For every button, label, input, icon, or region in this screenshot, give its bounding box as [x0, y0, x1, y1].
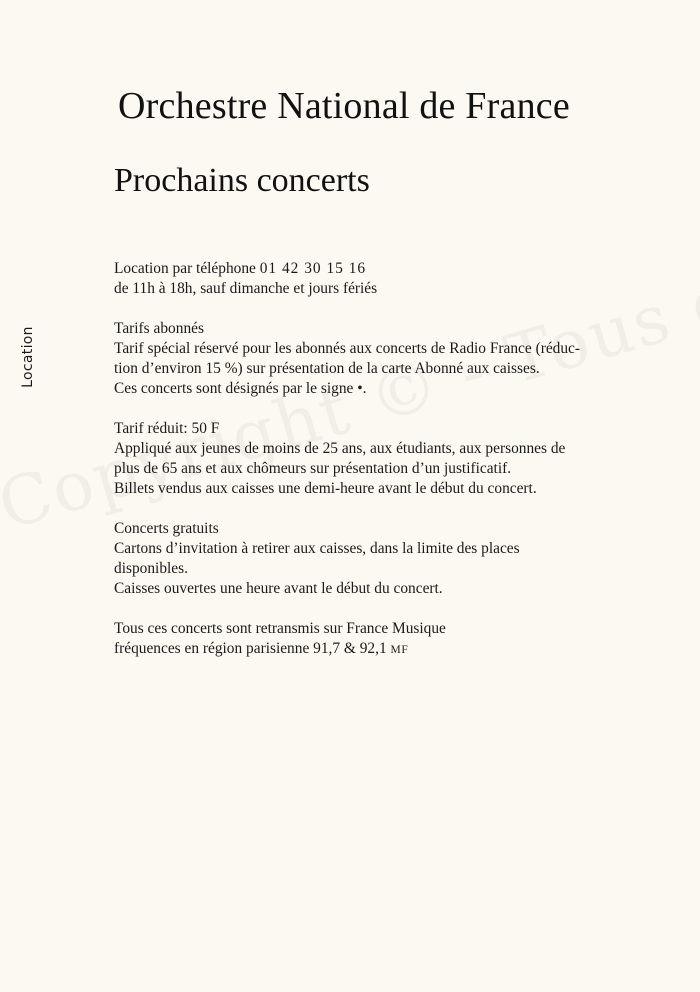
frequency-unit: MF: [390, 644, 409, 656]
tarif-reduit-line-1: Appliqué aux jeunes de moins de 25 ans, aux étudiants, aux personnes de: [114, 440, 566, 457]
concerts-gratuits-heading: Concerts gratuits: [114, 520, 219, 537]
concerts-gratuits-line-3: Caisses ouvertes une heure avant le début du concert.: [114, 580, 443, 597]
section-location: [114, 259, 674, 299]
location-heading: Location par téléphone: [114, 260, 256, 277]
tarifs-abonnes-line-1: Tarif spécial réservé pour les abonnés aux concerts de Radio France (réduc-: [114, 340, 580, 357]
location-phone: 01 42 30 15 16: [259, 260, 367, 277]
section-tarifs-abonnes: [114, 319, 674, 399]
section-concerts-gratuits: [114, 519, 674, 599]
page-title: Orchestre National de France: [118, 85, 570, 127]
retransmission-frequencies-line: [114, 639, 674, 660]
tarifs-abonnes-heading: Tarifs abonnés: [114, 320, 204, 337]
side-label-location: Location: [20, 326, 36, 388]
page-subtitle: Prochains concerts: [114, 162, 370, 199]
retransmission-frequencies: fréquences en région parisienne 91,7 & 92,1: [114, 640, 387, 657]
tarif-reduit-line-3: Billets vendus aux caisses une demi-heure avant le début du concert.: [114, 480, 537, 497]
tarif-reduit-heading: Tarif réduit: 50 F: [114, 420, 220, 437]
info-content: [114, 259, 674, 680]
section-tarif-reduit: [114, 419, 674, 499]
concerts-gratuits-line-1: Cartons d’invitation à retirer aux caisses, dans la limite des places: [114, 540, 520, 557]
tarifs-abonnes-line-3: Ces concerts sont désignés par le signe •.: [114, 380, 367, 397]
section-retransmission: [114, 619, 674, 660]
tarif-reduit-line-2: plus de 65 ans et aux chômeurs sur présentation d’un justificatif.: [114, 460, 512, 477]
concerts-gratuits-line-2: disponibles.: [114, 560, 188, 577]
location-heading-line: [114, 259, 674, 279]
retransmission-heading: Tous ces concerts sont retransmis sur France Musique: [114, 620, 446, 637]
location-hours: de 11h à 18h, sauf dimanche et jours fériés: [114, 280, 378, 297]
tarifs-abonnes-line-2: tion d’environ 15 %) sur présentation de la carte Abonné aux caisses.: [114, 360, 540, 377]
